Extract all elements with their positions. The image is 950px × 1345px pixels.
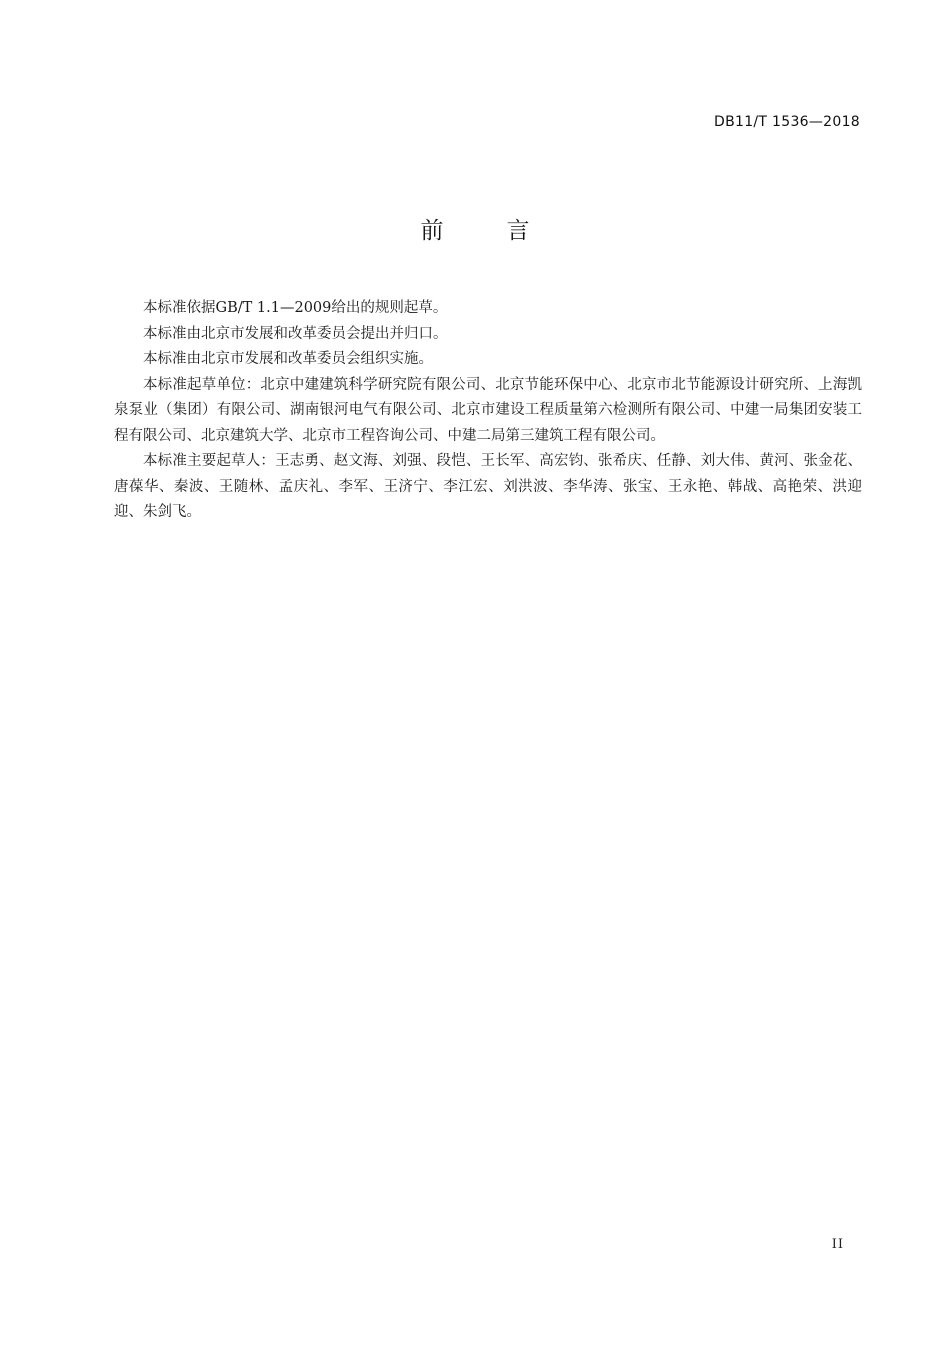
paragraph-proposer: 本标准由北京市发展和改革委员会提出并归口。 bbox=[143, 325, 448, 342]
standard-code: DB11/T 1536—2018 bbox=[714, 114, 860, 130]
paragraph-implementer: 本标准由北京市发展和改革委员会组织实施。 bbox=[143, 351, 433, 367]
paragraph-drafting-rules: 本标准依据GB/T 1.1—2009给出的规则起草。 bbox=[143, 300, 448, 316]
page-number: II bbox=[831, 1237, 844, 1252]
foreword-body bbox=[114, 296, 862, 526]
paragraph-drafting-units: 本标准起草单位：北京中建建筑科学研究院有限公司、北京节能环保中心、北京市北节能源设计研究所、上海凯泉泵业（集团）有限公司、湖南银河电气有限公司、北京市建设工程质量第六检测所有限公司、中建一局集团安装工程有限公司、北京建筑大学、北京市工程咨询公司、中建二局第三建筑工程有限公司。 bbox=[114, 376, 862, 444]
paragraph-main-drafters: 本标准主要起草人：王志勇、赵文海、刘强、段恺、王长军、高宏钧、张希庆、任静、刘大伟、黄河、张金花、唐葆华、秦波、王随林、孟庆礼、李军、王济宁、李江宏、刘洪波、李华涛、张宝、王永艳、韩战、高艳荣、洪迎迎、朱剑飞。 bbox=[114, 453, 862, 520]
page-title: 前 言 bbox=[420, 218, 550, 244]
